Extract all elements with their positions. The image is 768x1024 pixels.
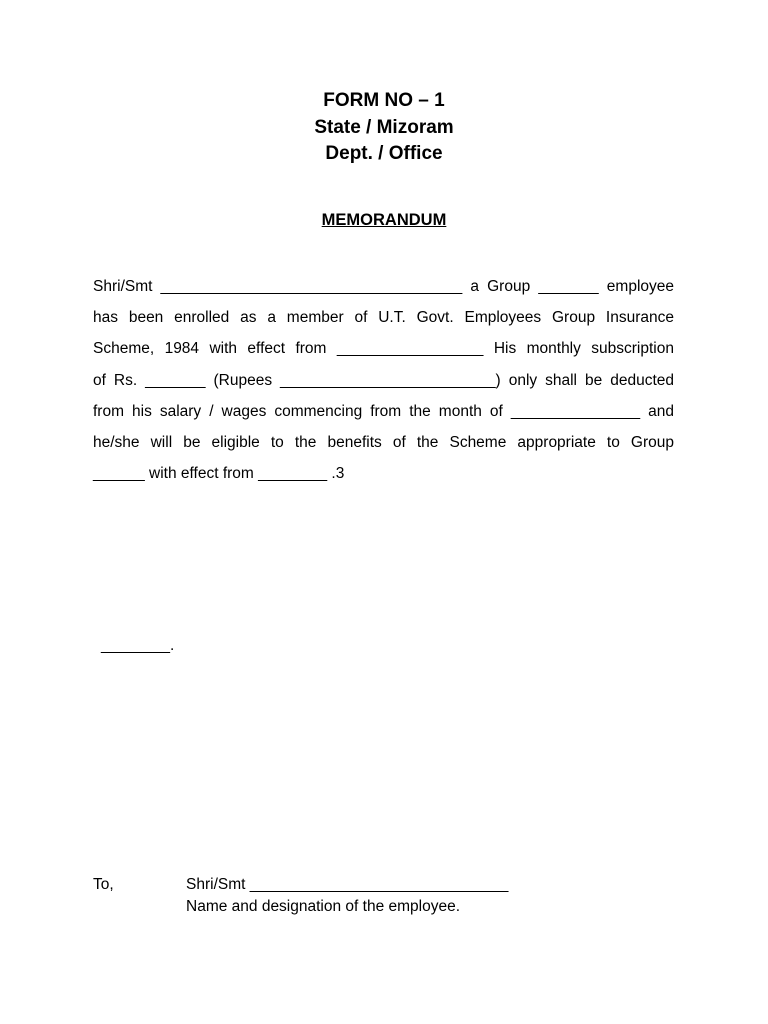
body-line: Shri/Smt ___________________________________ a Group _______ employee: [93, 278, 674, 295]
body-line: Scheme, 1984 with effect from _________________ His monthly subscription: [93, 340, 674, 358]
memorandum-title: MEMORANDUM: [321, 211, 447, 229]
memorandum-body: [93, 271, 674, 489]
body-line: he/she will be eligible to the benefits of the Scheme appropriate to Group: [93, 434, 674, 452]
addressee-block: [186, 874, 508, 918]
body-line: ______ with effect from ________ .3: [93, 465, 345, 483]
to-label: To,: [93, 876, 114, 893]
form-number: FORM NO – 1: [323, 90, 445, 111]
dept-line: Dept. / Office: [325, 143, 443, 164]
state-line: State / Mizoram: [314, 116, 454, 138]
body-line: of Rs. _______ (Rupees _________________________) only shall be deducted: [93, 371, 674, 389]
body-line: has been enrolled as a member of U.T. Govt. Employees Group Insurance: [93, 309, 674, 327]
designation-line: Name and designation of the employee.: [186, 898, 461, 915]
addressee-line: Shri/Smt ______________________________: [186, 876, 509, 893]
body-line: from his salary / wages commencing from the month of _______________ and: [93, 402, 674, 420]
signature-blank: ________.: [101, 637, 175, 654]
form-header: [0, 88, 768, 168]
